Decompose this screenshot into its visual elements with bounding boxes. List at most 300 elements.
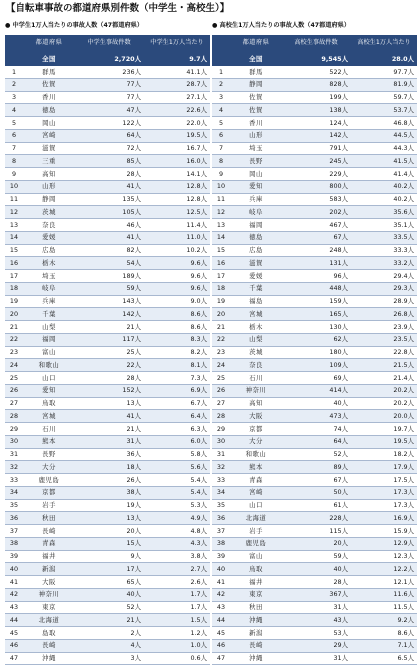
count-cell: 59人 — [75, 282, 145, 295]
rate-cell: 35.6人 — [352, 206, 417, 219]
table-row — [5, 321, 210, 334]
rate-cell: 81.9人 — [352, 78, 417, 91]
table-row — [212, 219, 417, 232]
count-cell: 31人 — [282, 601, 352, 614]
rank-cell: 36 — [212, 512, 230, 525]
table-row — [5, 117, 210, 130]
prefecture-cell: 神奈川 — [23, 588, 75, 601]
rank-cell: 34 — [5, 486, 23, 499]
table-row — [5, 282, 210, 295]
prefecture-cell: 福岡 — [230, 219, 282, 232]
table-row — [212, 155, 417, 168]
rank-cell: 33 — [5, 474, 23, 487]
table-row — [212, 321, 417, 334]
rank-cell: 19 — [5, 295, 23, 308]
prefecture-cell: 沖縄 — [230, 652, 282, 665]
count-cell: 77人 — [75, 91, 145, 104]
count-cell: 105人 — [75, 206, 145, 219]
count-cell: 38人 — [75, 486, 145, 499]
table-row — [212, 78, 417, 91]
rate-cell: 6.5人 — [352, 652, 417, 665]
count-cell: 54人 — [75, 257, 145, 270]
rate-cell: 22.6人 — [145, 104, 210, 117]
prefecture-cell: 富山 — [23, 346, 75, 359]
rank-cell: 23 — [5, 346, 23, 359]
count-cell: 52人 — [282, 448, 352, 461]
table-row — [5, 142, 210, 155]
prefecture-cell: 長野 — [23, 448, 75, 461]
prefecture-cell: 鹿児島 — [23, 474, 75, 487]
table-row — [212, 257, 417, 270]
high-school-table-body — [212, 52, 417, 665]
middle-school-table-body — [5, 52, 210, 665]
table-row — [5, 206, 210, 219]
rate-cell: 1.5人 — [145, 614, 210, 627]
count-cell: 21人 — [75, 423, 145, 436]
prefecture-cell: 愛知 — [23, 384, 75, 397]
prefecture-cell: 島取 — [23, 627, 75, 640]
prefecture-cell: 山形 — [23, 180, 75, 193]
table-row — [212, 550, 417, 563]
prefecture-cell: 鳥取 — [23, 397, 75, 410]
table-row — [212, 231, 417, 244]
prefecture-cell: 愛知 — [230, 180, 282, 193]
count-cell: 43人 — [282, 614, 352, 627]
rate-cell: 2.7人 — [145, 563, 210, 576]
rank-cell: 22 — [5, 333, 23, 346]
high-school-table — [212, 35, 417, 665]
count-cell: 52人 — [75, 601, 145, 614]
count-cell: 152人 — [75, 384, 145, 397]
rank-cell: 9 — [5, 168, 23, 181]
table-row — [5, 333, 210, 346]
prefecture-cell: 栃木 — [23, 257, 75, 270]
rate-cell: 12.3人 — [352, 550, 417, 563]
rank-cell: 31 — [212, 448, 230, 461]
count-cell: 21人 — [75, 321, 145, 334]
count-cell: 18人 — [75, 461, 145, 474]
rate-cell: 29.4人 — [352, 270, 417, 283]
prefecture-cell: 鹿児島 — [230, 537, 282, 550]
rank-cell: 30 — [212, 435, 230, 448]
table-row — [212, 410, 417, 423]
prefecture-cell: 東京 — [230, 588, 282, 601]
page-title: 【自転車事故の都道府県別件数（中学生・高校生）】 — [6, 3, 230, 14]
count-cell: 41人 — [75, 180, 145, 193]
rate-cell: 40.2人 — [352, 193, 417, 206]
prefecture-cell: 宮城 — [230, 308, 282, 321]
table-row — [5, 435, 210, 448]
rate-cell: 17.3人 — [352, 499, 417, 512]
prefecture-cell: 東京 — [23, 601, 75, 614]
count-cell: 20人 — [282, 537, 352, 550]
total-count: 2,720人 — [75, 52, 145, 66]
rate-cell: 44.3人 — [352, 142, 417, 155]
count-cell: 17人 — [75, 563, 145, 576]
rank-cell: 25 — [212, 372, 230, 385]
total-rank — [212, 52, 230, 66]
prefecture-cell: 新潟 — [23, 563, 75, 576]
rank-cell: 7 — [212, 142, 230, 155]
table-row — [212, 614, 417, 627]
count-cell: 117人 — [75, 333, 145, 346]
rate-cell: 16.0人 — [145, 155, 210, 168]
rank-cell: 32 — [212, 461, 230, 474]
rate-cell: 23.5人 — [352, 333, 417, 346]
rank-cell: 9 — [212, 168, 230, 181]
count-cell: 41人 — [75, 231, 145, 244]
table-row — [212, 486, 417, 499]
prefecture-cell: 長崎 — [23, 639, 75, 652]
rank-cell: 21 — [5, 321, 23, 334]
count-cell: 41人 — [75, 410, 145, 423]
prefecture-cell: 佐賀 — [230, 91, 282, 104]
rank-cell: 32 — [5, 461, 23, 474]
rate-cell: 2.6人 — [145, 576, 210, 589]
rank-cell: 24 — [5, 359, 23, 372]
rank-cell: 43 — [212, 601, 230, 614]
table-row — [212, 563, 417, 576]
rank-cell: 4 — [212, 104, 230, 117]
rate-cell: 11.4人 — [145, 219, 210, 232]
count-cell: 448人 — [282, 282, 352, 295]
rate-cell: 12.8人 — [145, 193, 210, 206]
rate-cell: 16.9人 — [352, 512, 417, 525]
rate-cell: 11.6人 — [352, 588, 417, 601]
prefecture-cell: 鳥取 — [230, 563, 282, 576]
count-cell: 522人 — [282, 66, 352, 78]
table-row — [212, 588, 417, 601]
rate-cell: 11.5人 — [352, 601, 417, 614]
rate-cell: 8.6人 — [145, 308, 210, 321]
count-cell: 124人 — [282, 117, 352, 130]
rate-cell: 19.5人 — [145, 129, 210, 142]
table-row — [5, 78, 210, 91]
prefecture-cell: 石川 — [230, 372, 282, 385]
table-row — [212, 384, 417, 397]
rank-cell: 22 — [212, 333, 230, 346]
rank-cell: 44 — [5, 614, 23, 627]
count-cell: 40人 — [282, 563, 352, 576]
rate-cell: 41.1人 — [145, 66, 210, 78]
prefecture-cell: 兵庫 — [23, 295, 75, 308]
rank-cell: 28 — [212, 410, 230, 423]
rank-cell: 44 — [212, 614, 230, 627]
prefecture-cell: 高知 — [230, 397, 282, 410]
rate-cell: 8.6人 — [145, 321, 210, 334]
rank-cell: 10 — [5, 180, 23, 193]
prefecture-cell: 福井 — [23, 550, 75, 563]
header-prefecture: 都道府県 — [23, 35, 75, 52]
rank-cell: 7 — [5, 142, 23, 155]
table-row — [5, 129, 210, 142]
rank-cell: 43 — [5, 601, 23, 614]
prefecture-cell: 宮城 — [23, 410, 75, 423]
prefecture-cell: 大阪 — [23, 576, 75, 589]
rank-cell: 15 — [212, 244, 230, 257]
rank-cell: 45 — [212, 627, 230, 640]
rate-cell: 12.5人 — [145, 206, 210, 219]
prefecture-cell: 佐賀 — [230, 104, 282, 117]
rate-cell: 3.8人 — [145, 550, 210, 563]
rank-cell: 5 — [212, 117, 230, 130]
prefecture-cell: 栃木 — [230, 321, 282, 334]
prefecture-cell: 熊本 — [230, 461, 282, 474]
header-rate-per-10k: 高校生1万人当たり — [352, 35, 417, 52]
count-cell: 189人 — [75, 270, 145, 283]
rank-cell: 11 — [212, 193, 230, 206]
prefecture-cell: 長崎 — [23, 525, 75, 538]
rank-cell: 17 — [5, 270, 23, 283]
prefecture-cell: 奈良 — [230, 359, 282, 372]
rate-cell: 4.9人 — [145, 512, 210, 525]
rate-cell: 15.9人 — [352, 525, 417, 538]
count-cell: 143人 — [75, 295, 145, 308]
count-cell: 96人 — [282, 270, 352, 283]
rate-cell: 8.3人 — [145, 333, 210, 346]
rate-cell: 28.7人 — [145, 78, 210, 91]
table-row — [5, 397, 210, 410]
count-cell: 40人 — [282, 397, 352, 410]
rank-cell: 8 — [212, 155, 230, 168]
table-row — [212, 270, 417, 283]
table-row — [5, 168, 210, 181]
rank-cell: 33 — [212, 474, 230, 487]
prefecture-cell: 滋賀 — [23, 142, 75, 155]
prefecture-cell: 広島 — [230, 244, 282, 257]
header-accident-count: 中学生事故件数 — [75, 35, 145, 52]
prefecture-cell: 高知 — [23, 168, 75, 181]
prefecture-cell: 岩手 — [23, 499, 75, 512]
table-row — [5, 550, 210, 563]
rate-cell: 20.2人 — [352, 384, 417, 397]
rate-cell: 17.9人 — [352, 461, 417, 474]
rank-cell: 14 — [212, 231, 230, 244]
count-cell: 29人 — [282, 639, 352, 652]
count-cell: 28人 — [282, 576, 352, 589]
rate-cell: 33.3人 — [352, 244, 417, 257]
count-cell: 40人 — [75, 588, 145, 601]
rank-cell: 14 — [5, 231, 23, 244]
table-row — [212, 474, 417, 487]
rate-cell: 7.1人 — [352, 639, 417, 652]
prefecture-cell: 香川 — [23, 91, 75, 104]
table-row — [5, 155, 210, 168]
count-cell: 115人 — [282, 525, 352, 538]
prefecture-cell: 埼玉 — [230, 142, 282, 155]
table-row — [5, 193, 210, 206]
table-row — [212, 461, 417, 474]
table-row — [5, 601, 210, 614]
count-cell: 89人 — [282, 461, 352, 474]
rate-cell: 33.5人 — [352, 231, 417, 244]
rate-cell: 8.2人 — [145, 346, 210, 359]
table-row — [212, 66, 417, 78]
count-cell: 228人 — [282, 512, 352, 525]
rate-cell: 5.6人 — [145, 461, 210, 474]
header-rank — [212, 35, 230, 52]
table-row — [5, 537, 210, 550]
count-cell: 69人 — [282, 372, 352, 385]
table-row — [5, 423, 210, 436]
prefecture-cell: 北海道 — [23, 614, 75, 627]
rate-cell: 9.2人 — [352, 614, 417, 627]
table-row — [212, 359, 417, 372]
rate-cell: 9.6人 — [145, 257, 210, 270]
prefecture-cell: 宮崎 — [230, 486, 282, 499]
prefecture-cell: 徳島 — [230, 231, 282, 244]
rank-cell: 20 — [212, 308, 230, 321]
count-cell: 82人 — [75, 244, 145, 257]
rank-cell: 18 — [212, 282, 230, 295]
count-cell: 2人 — [75, 627, 145, 640]
table-row — [212, 295, 417, 308]
prefecture-cell: 香川 — [230, 117, 282, 130]
count-cell: 62人 — [282, 333, 352, 346]
count-cell: 85人 — [75, 155, 145, 168]
table-row — [212, 652, 417, 665]
table-row — [5, 652, 210, 665]
rate-cell: 1.2人 — [145, 627, 210, 640]
total-rate: 9.7人 — [145, 52, 210, 66]
rate-cell: 5.4人 — [145, 486, 210, 499]
count-cell: 26人 — [75, 474, 145, 487]
prefecture-cell: 滋賀 — [230, 257, 282, 270]
rate-cell: 14.1人 — [145, 168, 210, 181]
prefecture-cell: 静岡 — [23, 193, 75, 206]
table-row — [5, 244, 210, 257]
rate-cell: 27.1人 — [145, 91, 210, 104]
rate-cell: 53.7人 — [352, 104, 417, 117]
rank-cell: 29 — [5, 423, 23, 436]
count-cell: 245人 — [282, 155, 352, 168]
rank-cell: 1 — [5, 66, 23, 78]
count-cell: 791人 — [282, 142, 352, 155]
rank-cell: 46 — [5, 639, 23, 652]
rate-cell: 20.2人 — [352, 397, 417, 410]
count-cell: 20人 — [75, 525, 145, 538]
rank-cell: 27 — [212, 397, 230, 410]
rank-cell: 21 — [212, 321, 230, 334]
table-row — [212, 206, 417, 219]
rank-cell: 15 — [5, 244, 23, 257]
table-row — [5, 474, 210, 487]
prefecture-cell: 山口 — [23, 372, 75, 385]
rate-cell: 6.9人 — [145, 384, 210, 397]
prefecture-cell: 山梨 — [23, 321, 75, 334]
count-cell: 109人 — [282, 359, 352, 372]
prefecture-cell: 千葉 — [230, 282, 282, 295]
count-cell: 142人 — [75, 308, 145, 321]
rate-cell: 33.2人 — [352, 257, 417, 270]
table-row — [212, 537, 417, 550]
count-cell: 67人 — [282, 474, 352, 487]
count-cell: 138人 — [282, 104, 352, 117]
table-row — [5, 627, 210, 640]
count-cell: 74人 — [282, 423, 352, 436]
prefecture-cell: 静岡 — [230, 78, 282, 91]
rate-cell: 44.5人 — [352, 129, 417, 142]
count-cell: 202人 — [282, 206, 352, 219]
prefecture-cell: 秋田 — [230, 601, 282, 614]
table-row — [212, 282, 417, 295]
rank-cell: 3 — [212, 91, 230, 104]
count-cell: 31人 — [282, 652, 352, 665]
rate-cell: 8.6人 — [352, 627, 417, 640]
rate-cell: 4.8人 — [145, 525, 210, 538]
table-row — [212, 117, 417, 130]
table-row — [5, 410, 210, 423]
rank-cell: 26 — [5, 384, 23, 397]
count-cell: 467人 — [282, 219, 352, 232]
table-row — [212, 576, 417, 589]
middle-school-panel — [5, 20, 208, 665]
table-row — [5, 308, 210, 321]
rank-cell: 20 — [5, 308, 23, 321]
table-row — [5, 486, 210, 499]
prefecture-cell: 三重 — [23, 155, 75, 168]
rank-cell: 46 — [212, 639, 230, 652]
table-row — [5, 359, 210, 372]
total-label: 全国 — [230, 52, 282, 66]
count-cell: 36人 — [75, 448, 145, 461]
rate-cell: 22.8人 — [352, 346, 417, 359]
count-cell: 50人 — [282, 486, 352, 499]
table-header-row — [5, 35, 210, 52]
rank-cell: 47 — [212, 652, 230, 665]
rank-cell: 11 — [5, 193, 23, 206]
table-row — [5, 614, 210, 627]
prefecture-cell: 群馬 — [230, 66, 282, 78]
table-row — [212, 168, 417, 181]
count-cell: 15人 — [75, 537, 145, 550]
prefecture-cell: 埼玉 — [23, 270, 75, 283]
table-row — [212, 435, 417, 448]
count-cell: 122人 — [75, 117, 145, 130]
rate-cell: 9.0人 — [145, 295, 210, 308]
prefecture-cell: 熊本 — [23, 435, 75, 448]
rate-cell: 17.5人 — [352, 474, 417, 487]
prefecture-cell: 和歌山 — [23, 359, 75, 372]
prefecture-cell: 奈良 — [23, 219, 75, 232]
rate-cell: 6.7人 — [145, 397, 210, 410]
count-cell: 13人 — [75, 397, 145, 410]
rate-cell: 20.0人 — [352, 410, 417, 423]
prefecture-cell: 兵庫 — [230, 193, 282, 206]
rate-cell: 26.8人 — [352, 308, 417, 321]
rank-cell: 45 — [5, 627, 23, 640]
rate-cell: 35.1人 — [352, 219, 417, 232]
prefecture-cell: 岡山 — [23, 117, 75, 130]
rank-cell: 16 — [5, 257, 23, 270]
count-cell: 61人 — [282, 499, 352, 512]
rate-cell: 1.7人 — [145, 588, 210, 601]
middle-school-subtitle: ● 中学生1万人当たりの事故人数（47都道府県） — [5, 22, 144, 29]
rate-cell: 9.6人 — [145, 282, 210, 295]
prefecture-cell: 沖縄 — [23, 652, 75, 665]
table-row — [212, 525, 417, 538]
prefecture-cell: 茨城 — [23, 206, 75, 219]
prefecture-cell: 新潟 — [230, 627, 282, 640]
prefecture-cell: 京都 — [23, 486, 75, 499]
table-row — [5, 180, 210, 193]
rank-cell: 47 — [5, 652, 23, 665]
table-row — [5, 588, 210, 601]
rate-cell: 29.3人 — [352, 282, 417, 295]
table-row — [5, 66, 210, 78]
rate-cell: 21.4人 — [352, 372, 417, 385]
table-row — [5, 295, 210, 308]
